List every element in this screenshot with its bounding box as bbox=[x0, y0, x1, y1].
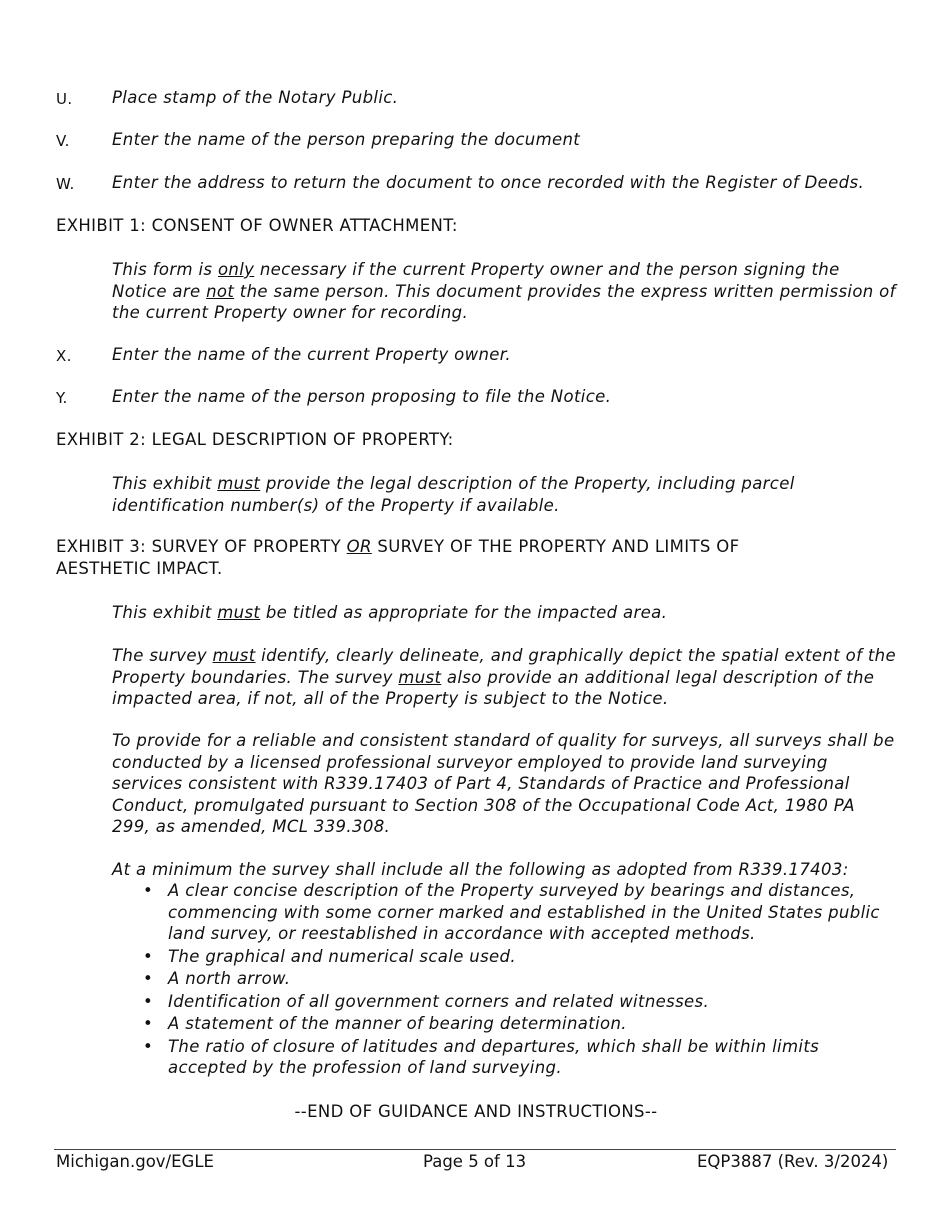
text-run: SURVEY OF THE PROPERTY AND LIMITS OF bbox=[371, 537, 740, 556]
survey-requirements-list bbox=[168, 880, 896, 1080]
text-run: This exhibit bbox=[112, 603, 218, 622]
exhibit-3-paragraph-3: To provide for a reliable and consistent standard of quality for surveys, all surveys shall be conducted by a licensed professional surveyor employed to provide land surveying services consistent with R339.17403 of Part 4, Standards of Practice and Professional Conduct, promulgated pursuant to Section 308 of the Occupational Code Act, 1980 PA 299, as amended, MCL 339.308. bbox=[112, 731, 895, 836]
underlined-text: only bbox=[217, 260, 255, 279]
item-text: Enter the name of the person proposing to file the Notice. bbox=[112, 387, 612, 406]
exhibit-3-paragraph-1 bbox=[112, 602, 896, 624]
text-run: the same person. This document provides the express written permission of the current Property owner for recording. bbox=[112, 281, 896, 322]
text-run: also provide an additional legal description of the impacted area, if not, all of the Property is subject to the Notice. bbox=[112, 667, 875, 708]
list-item: • The ratio of closure of latitudes and departures, which shall be within limits accepted by the profession of land surveying. bbox=[168, 1036, 896, 1079]
item-text: Enter the name of the person preparing the document bbox=[112, 130, 581, 149]
text-run: This form is bbox=[112, 260, 218, 279]
underlined-text: not bbox=[206, 281, 235, 301]
footer-divider bbox=[54, 1149, 896, 1150]
exhibit-3-paragraph-2 bbox=[112, 645, 896, 710]
text-run: EXHIBIT 3: SURVEY OF PROPERTY bbox=[56, 537, 347, 556]
exhibit-3-heading bbox=[56, 537, 739, 556]
item-letter: W. bbox=[56, 175, 75, 193]
item-letter: X. bbox=[56, 347, 72, 365]
item-text: Enter the name of the current Property owner. bbox=[112, 345, 511, 364]
item-letter: U. bbox=[56, 90, 73, 108]
list-item: • The graphical and numerical scale used. bbox=[168, 946, 896, 968]
text-run: provide the legal description of the Property, including parcel identification number(s) of the Property if available. bbox=[112, 474, 795, 515]
list-item: • Identification of all government corners and related witnesses. bbox=[168, 991, 896, 1013]
footer-page-number: Page 5 of 13 bbox=[423, 1152, 527, 1171]
exhibit-3-heading-line2: AESTHETIC IMPACT. bbox=[56, 559, 223, 578]
text-run: necessary if the current Property owner and the person signing the Notice are bbox=[112, 260, 840, 301]
list-item: • A clear concise description of the Property surveyed by bearings and distances, commencing with some corner marked and established in the United States public land survey, or reestablished in accordance with accepted methods. bbox=[168, 880, 896, 945]
underlined-text: must bbox=[212, 646, 256, 665]
footer-form-number: EQP3887 (Rev. 3/2024) bbox=[697, 1152, 889, 1171]
item-text: Enter the address to return the document to once recorded with the Register of Deeds. bbox=[112, 173, 865, 192]
item-text: Place stamp of the Notary Public. bbox=[112, 88, 399, 107]
text-run: The survey bbox=[112, 646, 213, 665]
exhibit-2-heading: EXHIBIT 2: LEGAL DESCRIPTION OF PROPERTY: bbox=[56, 430, 454, 449]
end-of-guidance: --END OF GUIDANCE AND INSTRUCTIONS-- bbox=[294, 1102, 658, 1121]
text-run: This exhibit bbox=[112, 474, 218, 493]
document-page bbox=[56, 0, 896, 1230]
text-run: be titled as appropriate for the impacted area. bbox=[260, 603, 668, 622]
exhibit-1-heading: EXHIBIT 1: CONSENT OF OWNER ATTACHMENT: bbox=[56, 216, 458, 235]
underlined-text: must bbox=[398, 667, 442, 687]
exhibit-3-paragraph-4: At a minimum the survey shall include all the following as adopted from R339.17403: bbox=[112, 860, 849, 879]
text-run: identify, clearly delineate, and graphically depict the spatial extent of the Property boundaries. The survey bbox=[112, 646, 896, 687]
underlined-text: must bbox=[217, 474, 261, 493]
footer-website: Michigan.gov/EGLE bbox=[56, 1152, 214, 1171]
item-letter: V. bbox=[56, 132, 70, 150]
list-item: • A north arrow. bbox=[168, 968, 896, 990]
item-letter: Y. bbox=[56, 389, 68, 407]
list-item: • A statement of the manner of bearing determination. bbox=[168, 1013, 896, 1035]
underlined-text: must bbox=[217, 603, 261, 622]
exhibit-2-paragraph bbox=[112, 473, 896, 516]
underlined-text: OR bbox=[346, 537, 372, 556]
exhibit-1-paragraph bbox=[112, 259, 896, 324]
